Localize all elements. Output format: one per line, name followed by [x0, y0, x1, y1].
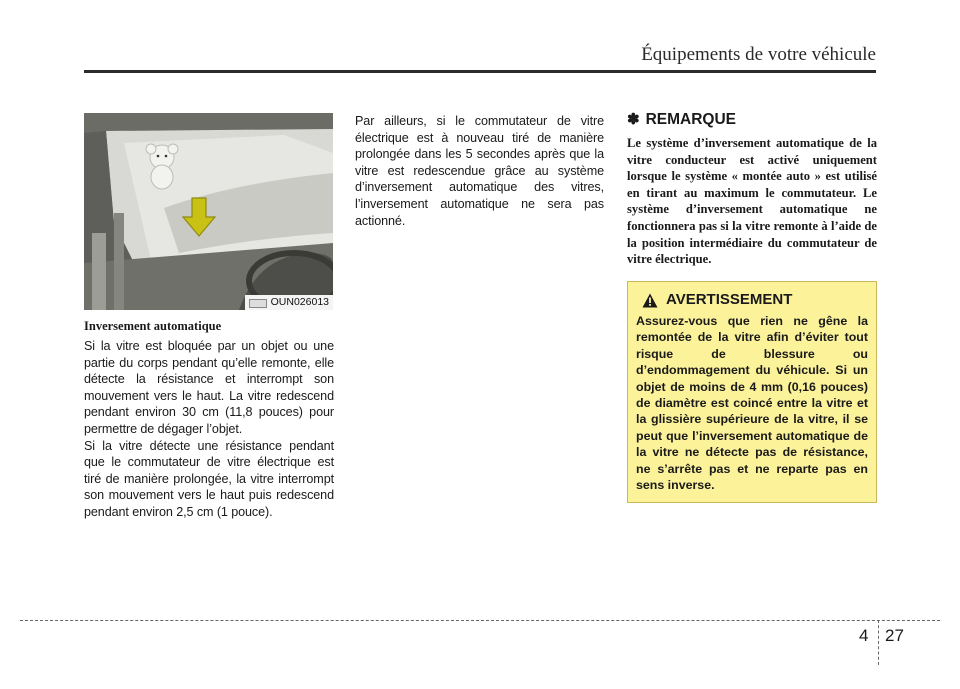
figure-code-label: [245, 295, 333, 310]
header-rule: [84, 70, 876, 73]
middle-column: [355, 113, 604, 229]
remark-asterisk-icon: ✽: [627, 111, 640, 128]
paragraph-3: Par ailleurs, si le commutateur de vitre électrique est à nouveau tiré de manière prolongée dans les 5 secondes après que la vitre est redescendue grâce au système d’inversement automatique des vitres, l’inversement automatique ne sera pas actionné.: [355, 114, 604, 228]
auto-reverse-heading: Inversement automatique: [84, 319, 222, 333]
remark-title-text: REMARQUE: [645, 111, 736, 128]
warning-box: [627, 281, 877, 503]
paragraph-1: Si la vitre est bloquée par un objet ou une partie du corps pendant qu’elle remonte, elle détecte la résistance et interrompt son mouvement vers le haut. La vitre redescend pendant environ 30 cm (11,8 pouces) pour permettre de dégager l’objet.: [84, 339, 334, 436]
warning-body: Assurez-vous que rien ne gêne la remontée de la vitre afin d’éviter tout risque de blessure ou d’endommagement du véhicule. Si un objet de moins de 4 mm (0,16 pouces) de diamètre est coincé entre la vitre et la glissière supérieure de la vitre, il se peut que l’inversement automatique de la vitre ne détecte pas de résistance, ne s’arrête pas et ne reparte pas en sens inverse.: [636, 314, 868, 493]
paragraph-2: Si la vitre détecte une résistance pendant que le commutateur de vitre électrique est tiré de manière prolongée, la vitre interrompt son mouvement vers le haut puis redescend pendant environ 2,5 cm (1 pouce).: [84, 438, 334, 519]
figure-code-text: OUN026013: [270, 296, 329, 308]
car-window-drawing: [84, 113, 333, 310]
remark-section: [627, 110, 877, 268]
page-header-title: Équipements de votre véhicule: [641, 44, 876, 65]
remark-heading: [627, 110, 877, 130]
chapter-number: 4: [859, 626, 869, 645]
footer-rule: [20, 620, 940, 621]
page-number: 27: [885, 626, 904, 645]
warning-title-text: AVERTISSEMENT: [666, 291, 793, 308]
left-column: [84, 318, 334, 521]
label-tab: [249, 299, 267, 308]
window-illustration: [84, 113, 333, 310]
warning-triangle-icon: [642, 293, 658, 308]
footer-divider: [878, 620, 879, 665]
remark-body: Le système d’inversement automatique de la vitre conducteur est activé uniquement lorsque le système « montée auto » est utilisé en tirant au maximum le commutateur. Le système d’inversement automatique ne fonctionnera pas si la vitre remonte à l’aide de la position intermédiaire du commutateur de vitre électrique.: [627, 136, 877, 267]
warning-heading: [642, 291, 868, 309]
